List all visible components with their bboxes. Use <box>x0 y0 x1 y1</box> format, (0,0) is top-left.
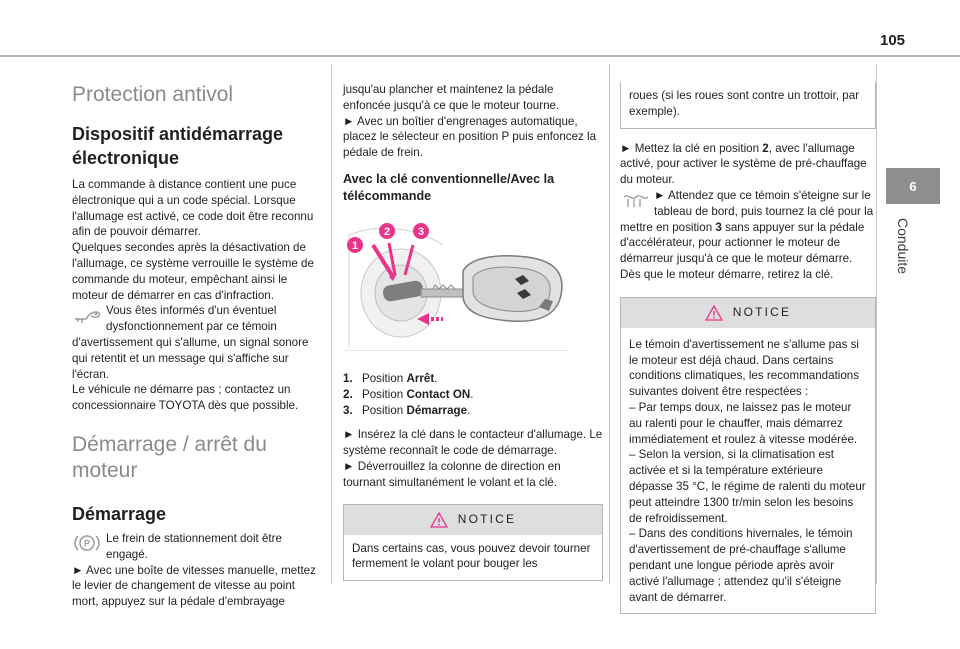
column-divider <box>331 64 332 584</box>
column-divider <box>876 64 877 584</box>
section-title: Protection antivol <box>72 83 234 106</box>
page-number: 105 <box>880 32 906 49</box>
notice-text: Le témoin d'avertissement ne s'allume pas si le moteur est déjà chaud. Dans certains conditions climatiques, les recommandations suivantes doivent être respectées : – Par temps doux, ne laissez pas le moteur au ralenti pour le chauffer, mais démarrez immédiatement et roulez à vitesse modérée. – Selon la version, si la climatisation est activée et si la température extérieure dépasse 35 °C, le régime de ralenti du moteur peut atteindre 1300 tr/min selon les besoins de refroidissement. – Dans des conditions hivernales, le témoin d'avertissement de pré-chauffage s'allume pendant une longue période après avoir activé l'allumage ; attendez qu'il s'éteigne avant de démarrer. <box>629 337 866 604</box>
paragraph: ► Mettez la clé en position 2, avec l'allumage activé, pour activer le système de pré-chauffage du moteur. <box>620 141 867 187</box>
ignition-figure <box>343 215 569 351</box>
chapter-label: Conduite <box>895 218 911 275</box>
paragraph: ► Avec un boîtier d'engrenages automatique, placez le sélecteur en position P puis enfoncez la pédale de frein. <box>343 114 597 160</box>
warning-paragraph: P Le frein de stationnement doit être engagé. <box>72 531 320 563</box>
svg-text:P: P <box>83 538 91 549</box>
notice-text: Dans certains cas, vous pouvez devoir tourner fermement le volant pour bouger les <box>352 541 591 571</box>
warning-paragraph: ► Attendez que ce témoin s'éteigne sur le tableau de bord, puis tournez la clé pour la mettre en position 3 sans appuyer sur la pédale d'accélérateur, pour actionner le moteur de démarreur jusqu'à ce que le moteur démarre. <box>620 188 874 266</box>
paragraph: ► Déverrouillez la colonne de direction en tournant simultanément le volant et la clé. <box>343 459 561 489</box>
notice-continuation <box>620 82 876 129</box>
immobiliser-warning-icon <box>72 304 102 326</box>
notice-title: NOTICE <box>457 511 517 526</box>
warning-paragraph: Vous êtes informés d'un éventuel dysfonctionnement par ce témoin d'avertissement qui s'allume, un signal sonore qui retentit et un message qui s'affiche sur l'écran. <box>72 304 309 381</box>
sub-title: Dispositif antidémarrage électronique <box>72 124 284 168</box>
column-2 <box>343 82 603 581</box>
notice-text: roues (si les roues sont contre un trottoir, par exemple). <box>629 89 860 118</box>
section-title: Démarrage / arrêt du moteur <box>72 432 267 482</box>
list-item: 1. Position Arrêt. <box>343 371 438 385</box>
column-1 <box>72 82 320 610</box>
sub-title: Démarrage <box>72 503 167 524</box>
paragraph: Dès que le moteur démarre, retirez la clé. <box>620 267 834 281</box>
warning-triangle-icon <box>430 512 448 528</box>
parking-brake-icon <box>72 532 102 554</box>
column-divider <box>609 64 610 584</box>
position-list <box>343 371 603 418</box>
paragraph: ► Avec une boîte de vitesses manuelle, mettez le levier de changement de vitesse au point mort, appuyez sur la pédale d'embrayage <box>72 563 316 609</box>
key-ignition-illustration <box>343 215 569 351</box>
preheating-warning-icon <box>620 189 650 211</box>
heading: Avec la clé conventionnelle/Avec la télécommande <box>343 171 555 203</box>
notice-box <box>620 297 876 615</box>
paragraph: Quelques secondes après la désactivation de l'allumage, ce système verrouille le système de commande du moteur, empêchant ainsi le moteur de démarrer en cas d'infraction. <box>72 241 314 302</box>
notice-box <box>343 504 603 582</box>
notice-title: NOTICE <box>732 304 792 319</box>
list-item: 3. Position Démarrage. <box>343 403 471 417</box>
header-rule <box>0 55 960 57</box>
paragraph: jusqu'au plancher et maintenez la pédale enfoncée jusqu'à ce que le moteur tourne. <box>343 83 560 112</box>
paragraph: Le véhicule ne démarre pas ; contactez un concessionnaire TOYOTA dès que possible. <box>72 383 299 413</box>
paragraph: ► Insérez la clé dans le contacteur d'allumage. Le système reconnaît le code de démarrage. <box>343 428 603 458</box>
callout-1: 1 <box>351 239 359 252</box>
paragraph: La commande à distance contient une puce électronique qui a un code spécial. Lorsque l'allumage est activé, ce code doit être reconnu afin de pouvoir démarrer. <box>72 178 314 239</box>
notice-header <box>344 505 602 535</box>
warning-triangle-icon <box>705 305 723 321</box>
chapter-number: 6 <box>909 178 917 194</box>
chapter-tab[interactable] <box>886 168 940 204</box>
list-item: 2. Position Contact ON. <box>343 387 474 401</box>
column-3 <box>620 82 876 614</box>
chapter-label-wrap <box>889 218 913 298</box>
notice-header <box>621 298 875 328</box>
callout-2: 2 <box>383 225 391 238</box>
callout-3: 3 <box>417 225 425 238</box>
